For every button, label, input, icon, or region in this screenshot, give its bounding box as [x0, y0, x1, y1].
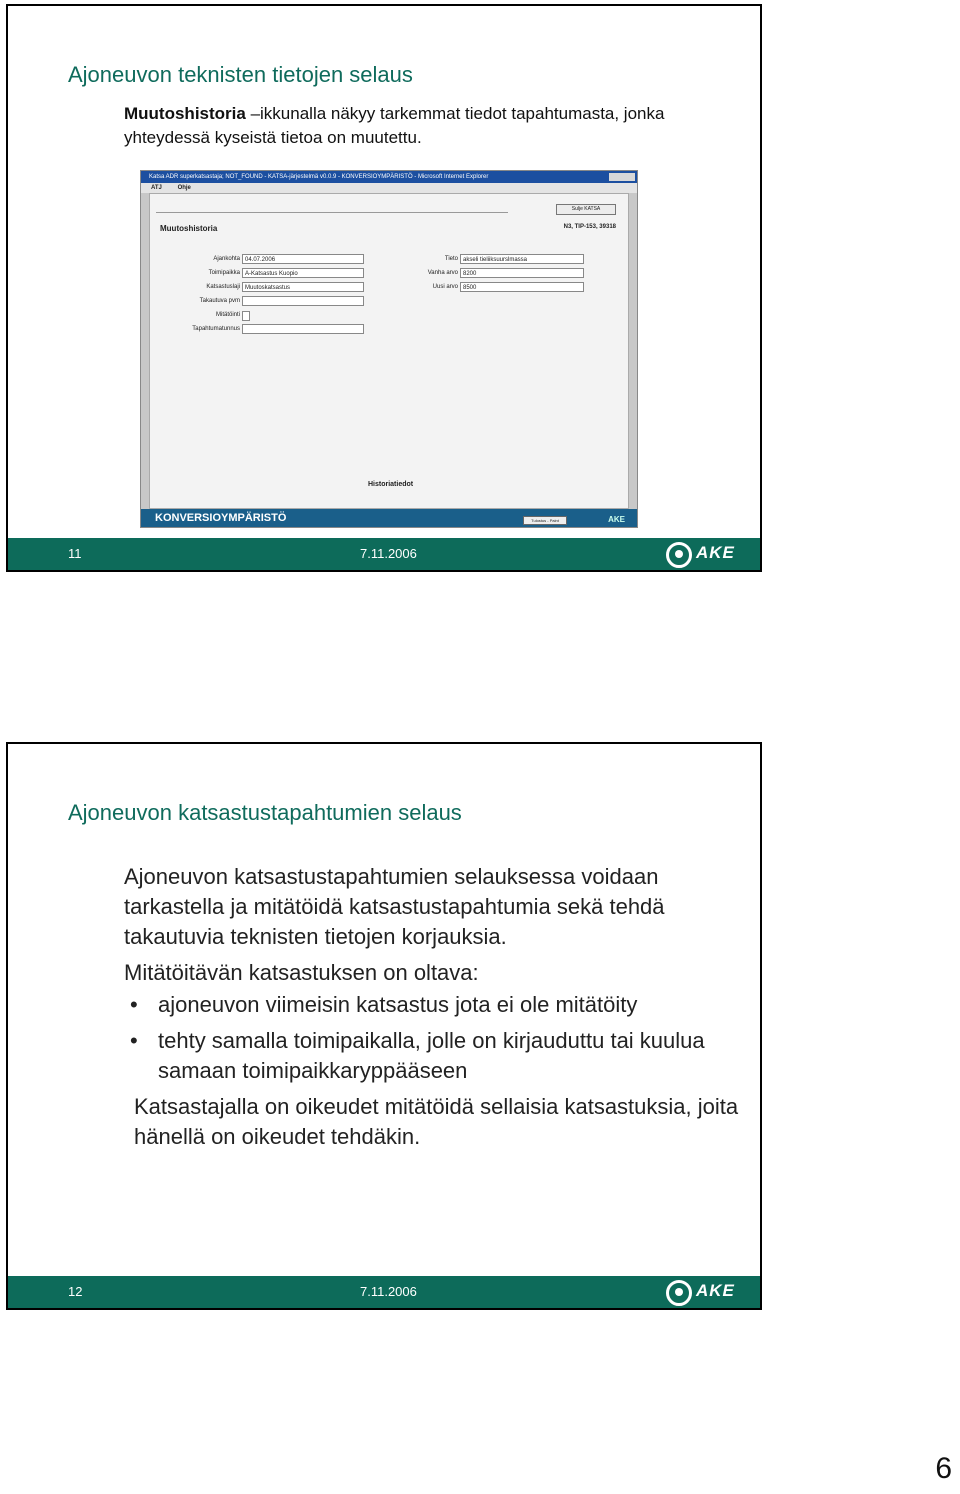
- window-titlebar: [141, 171, 637, 183]
- paragraph: Ajoneuvon katsastustapahtumien selauksessa voidaan tarkastella ja mitätöidä katsastustapahtumia sekä tehdä takautuvia teknisten tietojen korjauksia.: [124, 864, 665, 949]
- intro-text: –ikkunalla näkyy tarkemmat tiedot tapahtumasta, jonka yhteydessä kyseistä tietoa on muutettu.: [124, 104, 665, 147]
- field-value: [242, 296, 364, 306]
- slide-12: [6, 742, 762, 1310]
- field-value: 8200: [460, 268, 584, 278]
- slide-title: Ajoneuvon teknisten tietojen selaus: [68, 62, 413, 87]
- vehicle-code: N3, TIP-153, 39318: [563, 224, 616, 230]
- menu-bar: [141, 183, 637, 193]
- field-label: Vanha arvo: [427, 270, 458, 276]
- field-label: Mitätöinti: [215, 312, 240, 318]
- slide-footer: [8, 1276, 760, 1308]
- field-label: Takautuva pvm: [199, 298, 240, 304]
- field-value: A-Katsastus Kuopio: [242, 268, 364, 278]
- close-katsa-button: Sulje KATSA: [556, 204, 616, 215]
- menu-atj: ATJ: [151, 185, 162, 191]
- page-number: 6: [935, 1452, 952, 1485]
- ake-logo-icon: [666, 542, 692, 568]
- slide-date: 7.11.2006: [360, 546, 417, 561]
- slide-title: Ajoneuvon katsastustapahtumien selaus: [68, 800, 462, 825]
- bullet-item: • ajoneuvon viimeisin katsastus jota ei ole mitätöity: [124, 990, 744, 1020]
- ake-logo-icon: [666, 1280, 692, 1306]
- closing-paragraph: Katsastajalla on oikeudet mitätöidä sellaisia katsastuksia, joita hänellä on oikeudet tehdäkin.: [134, 1094, 739, 1149]
- ake-logo: [664, 541, 746, 567]
- history-label: Historiatiedot: [368, 481, 414, 488]
- slide-date: 7.11.2006: [360, 1284, 417, 1299]
- intro-bold: Muutoshistoria: [124, 104, 246, 123]
- checkbox: [242, 311, 250, 321]
- logo-text: AKE: [696, 1281, 735, 1300]
- field-label: Tieto: [444, 256, 458, 262]
- window-title: Katsa ADR superkatsastaja; NOT_FOUND - KATSA-järjestelmä v0.0.9 - KONVERSIOYMPÄRISTÖ - Microsoft Internet Explorer: [149, 174, 489, 180]
- print-button: Tulostus - Paint: [523, 516, 567, 525]
- screenshot-content: [149, 193, 629, 509]
- field-value: akseli tieliiksuurslmassa: [460, 254, 584, 264]
- mini-logo: AKE: [608, 515, 625, 524]
- slide-footer: [8, 538, 760, 570]
- environment-banner: KONVERSIOYMPÄRISTÖ: [141, 509, 637, 527]
- field-label: Toimipaikka: [208, 270, 240, 276]
- field-label: Uusi arvo: [432, 284, 458, 290]
- field-value: Muutoskatsastus: [242, 282, 364, 292]
- paragraph: Mitätöitävän katsastuksen on oltava:: [124, 960, 479, 985]
- window-controls: [609, 173, 635, 181]
- logo-text: AKE: [696, 543, 735, 562]
- field-value: 04.07.2006: [242, 254, 364, 264]
- bullet-list: [124, 990, 744, 1086]
- app-screenshot: [140, 170, 638, 528]
- slide-body: [124, 862, 744, 1152]
- ake-logo: [664, 1279, 746, 1305]
- screen-heading: Muutoshistoria: [160, 224, 218, 233]
- field-label: Tapahtumatunnus: [192, 326, 240, 332]
- field-value: [242, 324, 364, 334]
- breadcrumb: [156, 212, 508, 213]
- slide-11: [6, 4, 762, 572]
- slide-number: 12: [68, 1284, 83, 1299]
- slide-number: 11: [68, 546, 82, 561]
- field-label: Ajankohta: [213, 256, 240, 262]
- field-label: Katsastuslaji: [206, 284, 240, 290]
- field-value: 8500: [460, 282, 584, 292]
- slide-intro: [124, 102, 724, 150]
- bullet-item: • tehty samalla toimipaikalla, jolle on kirjauduttu tai kuulua samaan toimipaikkaryppääseen: [124, 1026, 744, 1086]
- menu-ohje: Ohje: [177, 185, 191, 191]
